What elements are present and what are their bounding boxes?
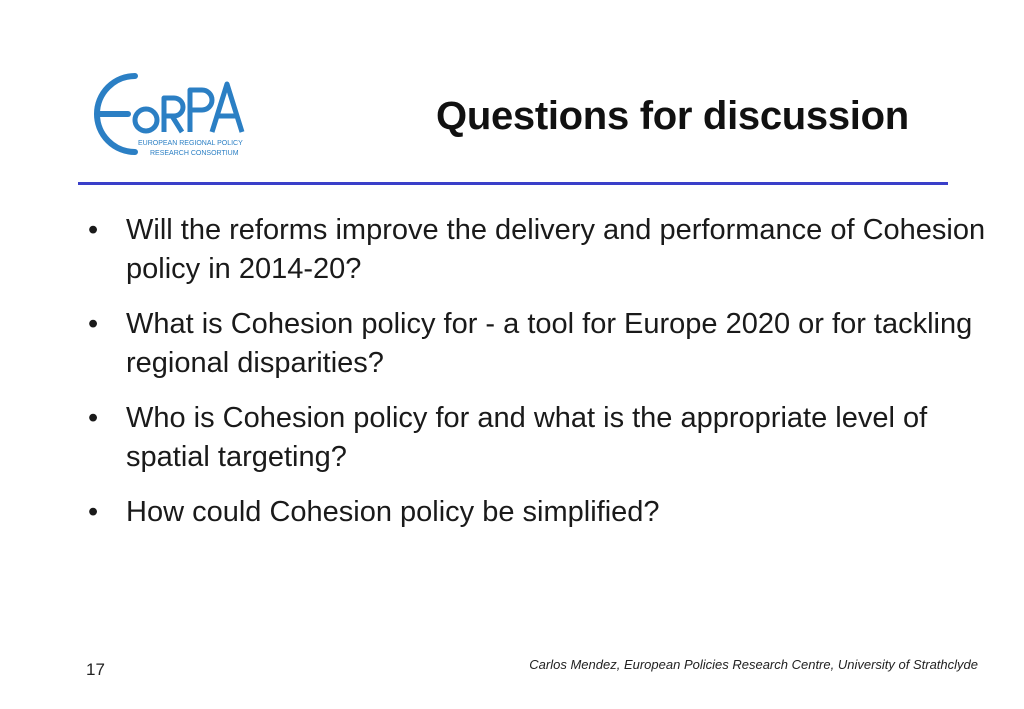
eorpa-logo-mark [90, 68, 250, 163]
page-number: 17 [86, 660, 105, 679]
bullet-icon: • [88, 496, 99, 528]
list-item-text: Who is Cohesion policy for and what is the appropriate level of spatial targeting? [126, 402, 928, 473]
discussion-questions-list [88, 211, 988, 548]
bullet-icon: • [88, 308, 99, 340]
list-item-text: Will the reforms improve the delivery and performance of Cohesion policy in 2014-20? [126, 214, 986, 285]
list-item-text: How could Cohesion policy be simplified? [126, 496, 660, 528]
title-divider [78, 182, 948, 185]
bullet-icon: • [88, 402, 99, 434]
footer-credit: Carlos Mendez, European Policies Research Centre, University of Strathclyde [529, 657, 978, 672]
list-item [88, 305, 988, 383]
list-item [88, 399, 988, 477]
slide-title: Questions for discussion [436, 94, 909, 138]
eorpa-logo [90, 68, 250, 163]
bullet-icon: • [88, 214, 99, 246]
list-item-text: What is Cohesion policy for - a tool for Europe 2020 or for tackling regional disparities? [126, 308, 973, 379]
list-item [88, 493, 988, 532]
list-item [88, 211, 988, 289]
logo-line1: EUROPEAN REGIONAL POLICY [138, 140, 243, 147]
logo-line2: RESEARCH CONSORTIUM [150, 150, 239, 157]
